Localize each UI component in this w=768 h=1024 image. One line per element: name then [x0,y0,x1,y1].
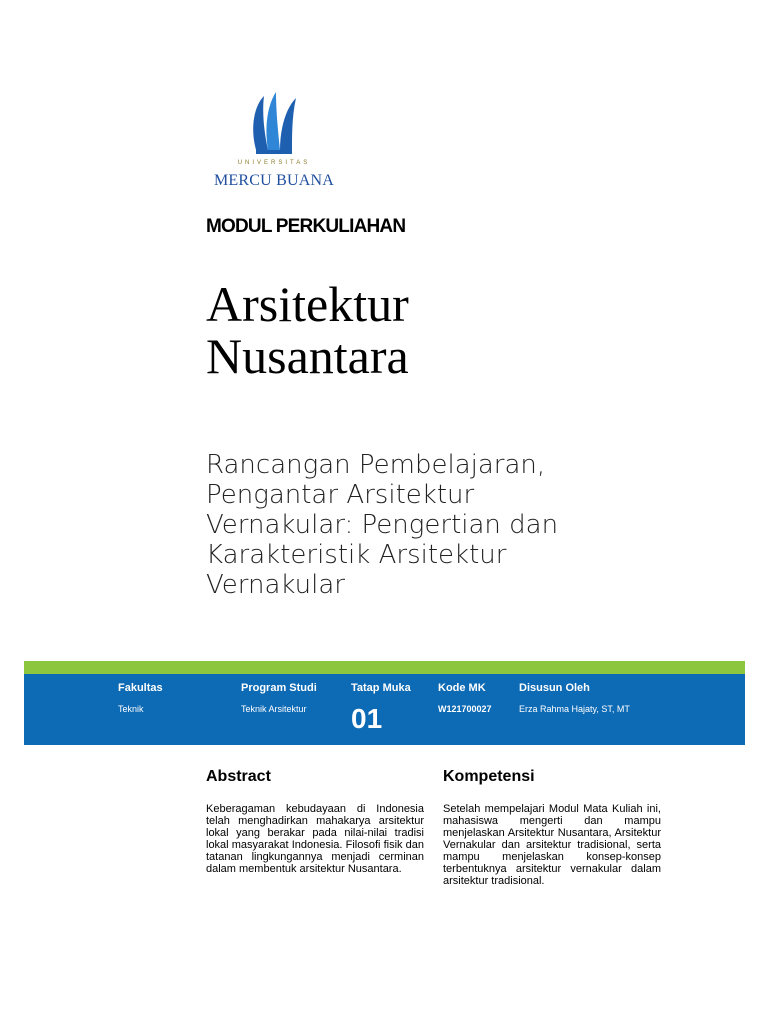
fakultas-value: Teknik [118,704,144,714]
modul-label: MODUL PERKULIAHAN [206,216,406,237]
subtitle-line-4: Karakteristik Arsitektur [206,540,507,570]
university-logo [206,88,342,194]
kompetensi-heading: Kompetensi [443,768,535,785]
document-subtitle [206,450,646,600]
kompetensi-body: Setelah mempelajari Modul Mata Kuliah ini, mahasiswa mengerti dan mampu menjelaskan Arsitektur Nusantara, Arsitektur Vernakular dan arsitektur tradisional, serta mampu menjelaskan konsep-konsep terbentuknya arsitektur vernakular dalam arsitektur tradisional. [443,803,661,887]
logo-label-mercu-buana: MERCU BUANA [214,172,334,189]
title-line-2: Nusantara [206,328,409,384]
emblem-right-blade [280,98,296,150]
kode-mk-value: W121700027 [438,704,492,714]
subtitle-line-5: Vernakular [206,570,345,600]
program-studi-value: Teknik Arsitektur [241,704,307,714]
green-accent-bar [24,661,745,674]
document-title [206,278,666,382]
info-band [24,674,745,745]
mercu-buana-emblem-icon [206,88,342,160]
tatap-muka-value: 01 [351,703,383,734]
subtitle-line-1: Rancangan Pembelajaran, [206,450,546,480]
subtitle-line-2: Pengantar Arsitektur [206,480,475,510]
kode-mk-header: Kode MK [438,682,486,694]
logo-label-universitas: UNIVERSITAS [237,160,311,166]
disusun-oleh-header: Disusun Oleh [519,682,590,694]
abstract-heading: Abstract [206,768,271,785]
emblem-left-blade [253,96,268,150]
emblem-base [256,150,292,154]
subtitle-line-3: Vernakular: Pengertian dan [206,510,559,540]
abstract-body: Keberagaman kebudayaan di Indonesia telah menghadirkan mahakarya arsitektur lokal yang berakar pada nilai-nilai tradisi lokal masyarakat Indonesia. Filosofi fisik dan tatanan lingkungannya menjadi cerminan dalam membentuk arsitektur Nusantara. [206,803,424,875]
fakultas-header: Fakultas [118,682,163,694]
title-line-1: Arsitektur [206,276,409,332]
tatap-muka-header: Tatap Muka [351,682,411,694]
disusun-oleh-value: Erza Rahma Hajaty, ST, MT [519,704,630,714]
emblem-center-blade [266,92,280,150]
program-studi-header: Program Studi [241,682,317,694]
